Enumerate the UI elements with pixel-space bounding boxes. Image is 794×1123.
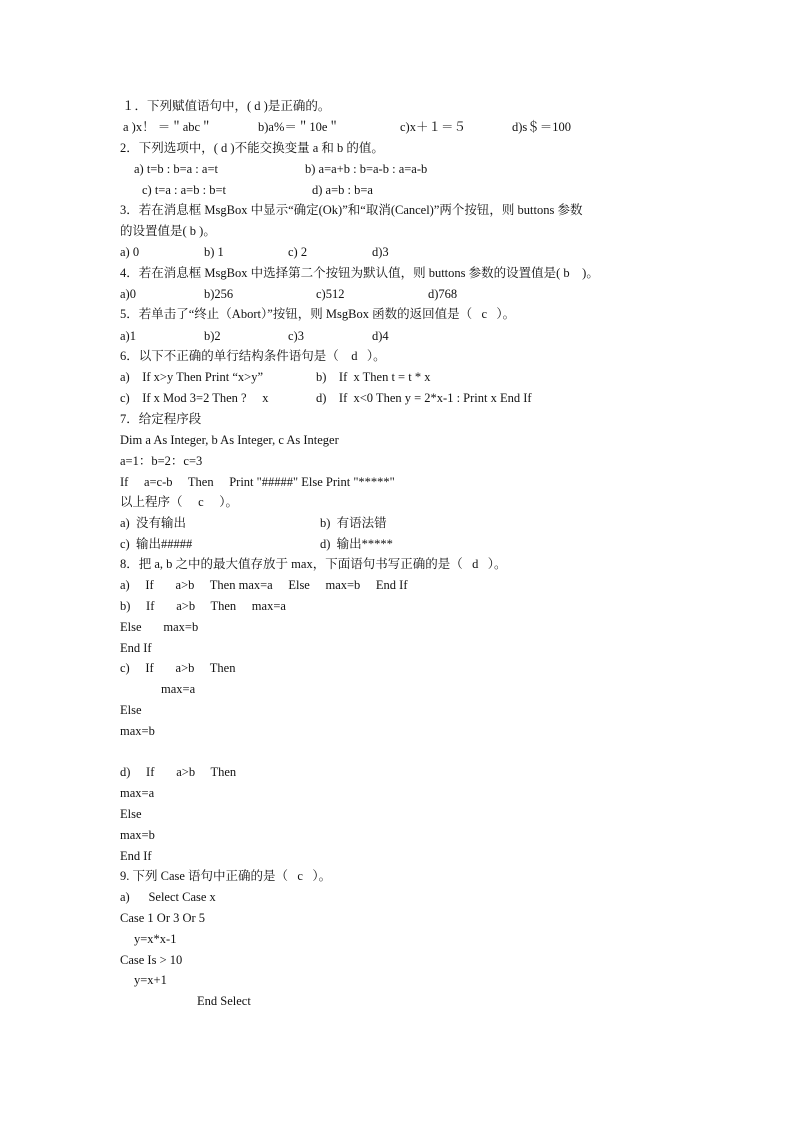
q2-option-d: d) a=b : b=a xyxy=(312,183,373,197)
q1-option-b: b)a%＝＂10e＂ xyxy=(258,120,340,134)
q9-option-a-line6: End Select xyxy=(197,994,251,1008)
q9-option-a-line1: a) Select Case x xyxy=(120,890,216,904)
q2-option-a: a) t=b : b=a : a=t xyxy=(134,162,218,176)
q4-option-c: c)512 xyxy=(316,287,345,301)
q6-option-c: c) If x Mod 3=2 Then ? x xyxy=(120,391,269,405)
q5-option-b: b)2 xyxy=(204,329,221,343)
q9-option-a-line2: Case 1 Or 3 Or 5 xyxy=(120,911,206,925)
q8-option-d-line2: max=a xyxy=(120,786,155,800)
q4-option-b: b)256 xyxy=(204,287,234,301)
q1-stem: １．下列赋值语句中，( d )是正确的。 xyxy=(122,99,331,113)
q9-option-a-line4: Case Is > 10 xyxy=(120,953,183,967)
q3-option-b: b) 1 xyxy=(204,245,224,259)
q8-option-d-line4: max=b xyxy=(120,828,155,842)
q2-stem: 2．下列选项中，( d )不能交换变量 a 和 b 的值。 xyxy=(120,141,384,155)
q8-option-b-line3: End If xyxy=(120,641,152,655)
q6-option-b: b) If x Then t = t * x xyxy=(316,370,431,384)
q5-option-d: d)4 xyxy=(372,329,389,343)
q7-stem: 7．给定程序段 xyxy=(120,412,202,426)
q8-option-d-line5: End If xyxy=(120,849,152,863)
q7-option-d: d) 输出***** xyxy=(320,537,393,551)
q8-stem: 8．把 a, b 之中的最大值存放于 max，下面语句书写正确的是（ d ）。 xyxy=(120,557,507,571)
q7-option-c: c) 输出##### xyxy=(120,537,193,551)
q8-option-c-line3: Else xyxy=(120,703,142,717)
q6-stem: 6．以下不正确的单行结构条件语句是（ d ）。 xyxy=(120,349,386,363)
q7-code-line1: Dim a As Integer, b As Integer, c As Integer xyxy=(120,433,339,447)
q7-code-line3: If a=c-b Then Print "#####" Else Print "*****" xyxy=(120,475,395,489)
q4-option-d: d)768 xyxy=(428,287,458,301)
q8-option-d-line1: d) If a>b Then xyxy=(120,765,237,779)
q7-option-a: a) 没有输出 xyxy=(120,516,186,530)
q3-stem-line2: 的设置值是( b )。 xyxy=(120,224,216,238)
q9-option-a-line5: y=x+1 xyxy=(134,973,167,987)
q8-option-c-line1: c) If a>b Then xyxy=(120,661,236,675)
q8-option-d-line3: Else xyxy=(120,807,142,821)
q9-stem: 9. 下列 Case 语句中正确的是（ c ）。 xyxy=(120,869,332,883)
q3-stem-line1: 3．若在消息框 MsgBox 中显示“确定(Ok)”和“取消(Cancel)”两个按钮，则 buttons 参数 xyxy=(120,203,583,217)
q1-option-d: d)s＄＝100 xyxy=(512,120,572,134)
q8-option-c-line2: max=a xyxy=(161,682,196,696)
q8-option-a: a) If a>b Then max=a Else max=b End If xyxy=(120,578,408,592)
q5-option-a: a)1 xyxy=(120,329,136,343)
q5-option-c: c)3 xyxy=(288,329,304,343)
q2-option-c: c) t=a : a=b : b=t xyxy=(142,183,226,197)
q6-option-a: a) If x>y Then Print “x>y” xyxy=(120,370,263,384)
q8-option-b-line2: Else max=b xyxy=(120,620,199,634)
q8-option-b-line1: b) If a>b Then max=a xyxy=(120,599,286,613)
q1-option-c: c)x＋１＝５ xyxy=(400,120,466,134)
q6-option-d: d) If x<0 Then y = 2*x-1 : Print x End If xyxy=(316,391,532,405)
q4-option-a: a)0 xyxy=(120,287,136,301)
q8-option-c-line4: max=b xyxy=(120,724,155,738)
q7-code-line2: a=1：b=2：c=3 xyxy=(120,454,203,468)
q1-option-a: a )x！ ＝＂abc＂ xyxy=(123,120,213,134)
q3-option-a: a) 0 xyxy=(120,245,140,259)
q3-option-d: d)3 xyxy=(372,245,389,259)
q2-option-b: b) a=a+b : b=a-b : a=a-b xyxy=(305,162,428,176)
q9-option-a-line3: y=x*x-1 xyxy=(134,932,177,946)
q5-stem: 5．若单击了“终止（Abort）”按钮，则 MsgBox 函数的返回值是（ c ）。 xyxy=(120,307,516,321)
q7-question: 以上程序（ c ）。 xyxy=(120,495,239,509)
q4-stem: 4．若在消息框 MsgBox 中选择第二个按钮为默认值，则 buttons 参数的设置值是( b )。 xyxy=(120,266,599,280)
q3-option-c: c) 2 xyxy=(288,245,308,259)
q7-option-b: b) 有语法错 xyxy=(320,516,387,530)
